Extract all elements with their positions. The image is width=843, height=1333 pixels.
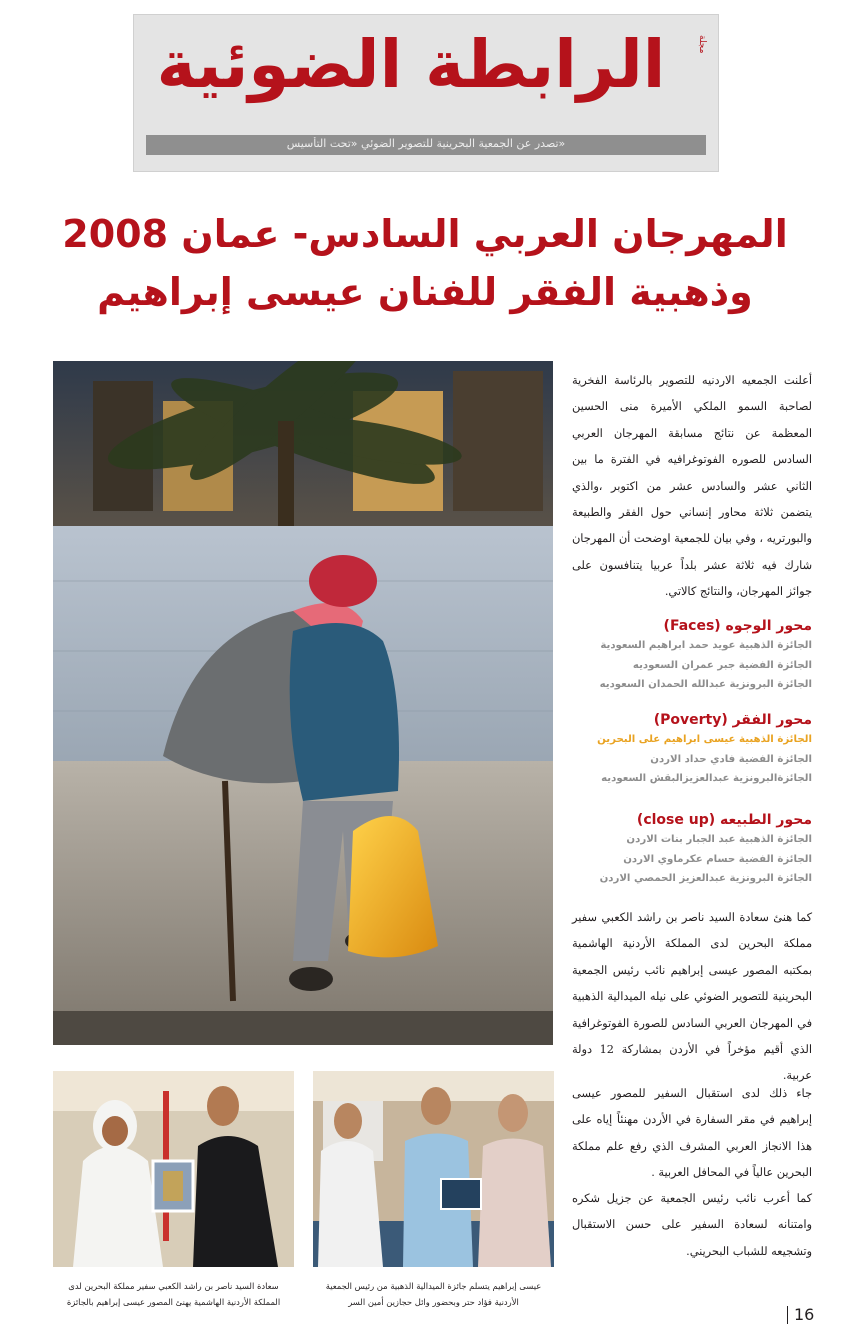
headline-line-2: وذهبية الفقر للفنان عيسى إبراهيم [97, 270, 753, 314]
caption-line: سعادة السيد ناصر بن راشد الكعبي سفير مملكة البحرين لدى [68, 1281, 279, 1291]
caption-left [53, 1278, 294, 1310]
caption-line: المملكة الأردنية الهاشمية يهنئ المصور عيسى إبراهيم بالجائزة [66, 1297, 281, 1307]
award-handover-illustration [313, 1071, 554, 1267]
body-paragraph: جاء ذلك لدى استقبال السفير للمصور عيسى إبراهيم في مقر السفارة في الأردن مهنئاً إياه على هذا الانجاز العربي المشرف الذي رفع علم مملكة البحرين عالياً في المحافل العربية . [572, 1087, 812, 1180]
poverty-photo-illustration [53, 361, 553, 1045]
award-silver: الجائزة الفضية فادي حداد الاردن [650, 753, 812, 765]
ambassador-photo [53, 1071, 294, 1267]
intro-paragraph: أعلنت الجمعيه الاردنيه للتصوير بالرئاسة الفخرية لصاحبة السمو الملكي الأميرة منى الحسين المعظمة عن نتائج مسابقة المهرجان العربي السادس للصوره الفوتوغرافيه في الفترة ما بين الثاني عشر والسادس عشر من اكتوبر ،والذي يتضمن ثلاثة محاور إنساني حول الفقر والطبيعة والبورتريه ، وفي بيان للجمعية اوضحت أن المهرجان شارك فيه ثلاثة عشر بلداً عربيا يتنافسون على جوائز المهرجان، والنتائج كالاتي. [572, 374, 812, 599]
category-closeup [572, 810, 812, 889]
category-faces [572, 616, 812, 695]
article-headline [60, 205, 790, 321]
caption-line: عيسى إبراهيم يتسلم جائزة الميدالية الذهبية من رئيس الجمعية [325, 1281, 542, 1291]
award-gold: الجائزة الذهبية عويد حمد ابراهيم السعودية [600, 640, 812, 651]
award-gold: الجائزة الذهبية عبد الجبار بنات الاردن [626, 834, 812, 845]
tagline-bar [146, 135, 706, 155]
magazine-tagline: تصدر عن الجمعية البحرينية للتصوير الضوئي «تحت التأسيس» [286, 137, 566, 150]
body-paragraph: كما هنئ سعادة السيد ناصر بن راشد الكعبي سفير مملكة البحرين لدى المملكة الأردنية الهاشمية بمكتبه المصور عيسى إبراهيم نائب رئيس الجمعية البحرينية للتصوير الضوئي على نيله الميدالية الذهبية في المهرجان العربي السادس للصورة الفوتوغرافية الذي أقيم مؤخراً في الأردن بمشاركة 12 دولة عربية. [572, 911, 813, 1083]
masthead [133, 14, 719, 172]
category-title: محور الطبيعه (close up) [636, 812, 812, 828]
magazine-label: مجلة [697, 35, 707, 54]
page-number: 16 [787, 1306, 814, 1324]
award-bronze: الجائزة البرونزية عبدالعزيز الحمصي الاردن [599, 873, 812, 884]
main-photo [53, 361, 553, 1045]
award-gold: الجائزة الذهبية عيسى ابراهيم على البحرين [597, 734, 812, 745]
category-title: محور الفقر (Poverty) [653, 712, 812, 728]
award-silver: الجائزة الفضية حسام عكرماوي الاردن [623, 853, 812, 865]
ambassador-photo-illustration [53, 1071, 294, 1267]
caption-line: الأردنية فؤاد حتر وبحضور وائل حجازين أمين السر [348, 1297, 519, 1307]
magazine-title: الرابطة الضوئية [156, 26, 666, 103]
caption-right [313, 1278, 554, 1310]
headline-line-1: المهرجان العربي السادس- عمان 2008 [62, 212, 788, 256]
category-title: محور الوجوه (Faces) [663, 618, 812, 634]
body-paragraph: كما أعرب نائب رئيس الجمعية عن جزيل شكره وامتنانه لسعادة السفير على حسن الاستقبال وتشجيعه للشباب البحريني. [572, 1192, 812, 1258]
award-handover-photo [313, 1071, 554, 1267]
award-bronze: الجائزة البرونزية عبدالله الحمدان السعوديه [599, 679, 812, 690]
category-poverty [572, 710, 812, 789]
award-silver: الجائزة الفضية جبر عمران السعوديه [632, 659, 812, 671]
award-bronze: الجائزةالبرونزية عبدالعزيزالبقش السعوديه [601, 773, 812, 784]
